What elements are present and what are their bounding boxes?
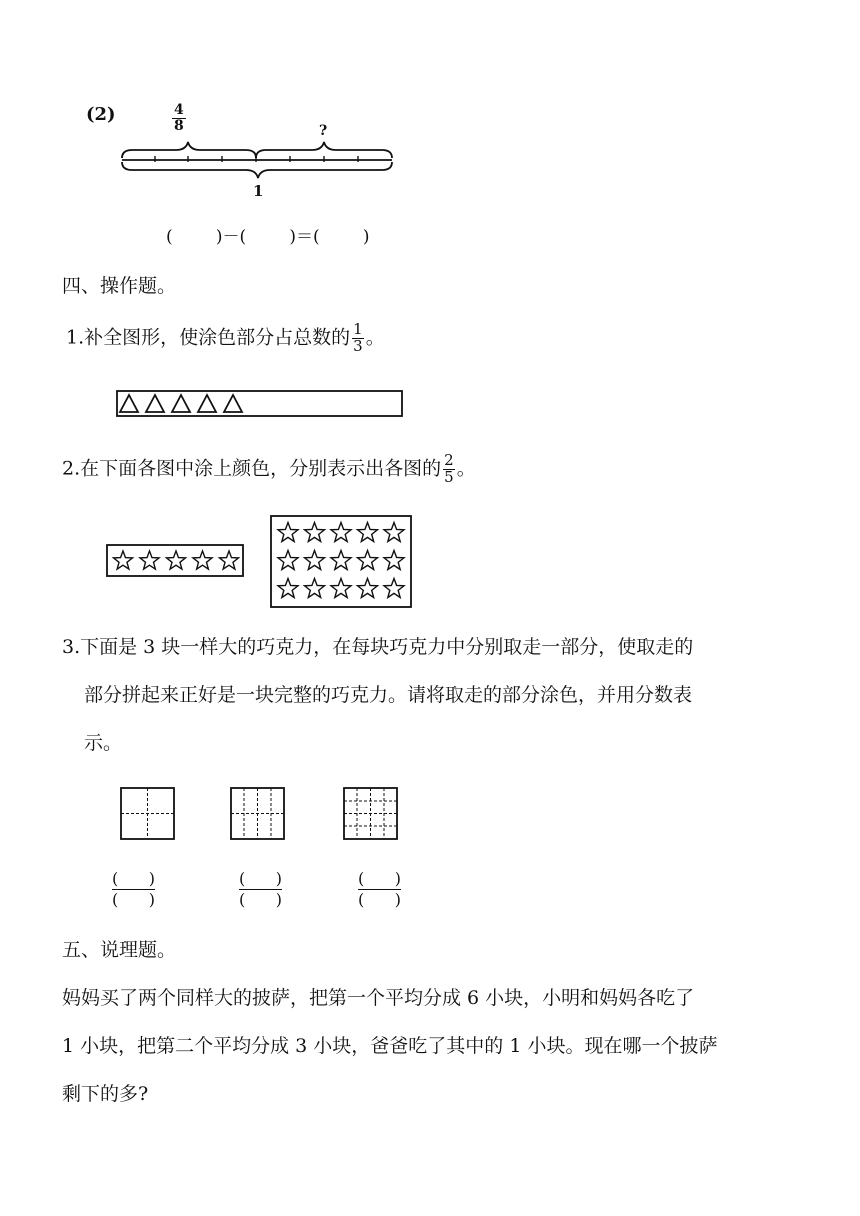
q3-line2: 部分拼起来正好是一块完整的巧克力。请将取走的部分涂色，并用分数表 bbox=[84, 684, 693, 706]
triangle-icon bbox=[146, 395, 164, 412]
fraction-denominator: 8 bbox=[174, 117, 184, 134]
star-icon bbox=[166, 551, 185, 569]
blank-denominator[interactable]: ( ) bbox=[239, 890, 282, 909]
part-label: (2) bbox=[86, 104, 116, 125]
q2-fraction bbox=[443, 453, 455, 486]
triangle-icon bbox=[224, 395, 242, 412]
q1-label: 1.补全图形，使涂色部分占总数的 bbox=[66, 326, 351, 349]
star-icon bbox=[305, 579, 325, 598]
q2-label: 2.在下面各图中涂上颜色，分别表示出各图的 bbox=[62, 457, 442, 480]
star-icon bbox=[305, 551, 325, 570]
triangle-icon bbox=[120, 395, 138, 412]
star-icon bbox=[384, 579, 404, 598]
blank-denominator[interactable]: ( ) bbox=[358, 890, 401, 909]
section5-line1: 妈妈买了两个同样大的披萨，把第一个平均分成 6 小块，小明和妈妈各吃了 bbox=[62, 987, 695, 1009]
q2-text bbox=[62, 453, 476, 486]
star-icon bbox=[219, 551, 238, 569]
chocolate-1[interactable] bbox=[120, 787, 176, 841]
blank-numerator[interactable]: ( ) bbox=[358, 869, 401, 888]
q2-large-star-box[interactable] bbox=[270, 515, 413, 609]
chocolate-1-fraction-blank[interactable] bbox=[112, 869, 155, 910]
star-icon bbox=[305, 523, 325, 542]
brace-bottom-label: 1 bbox=[253, 182, 264, 200]
top-brace-left bbox=[122, 142, 256, 158]
star-icon bbox=[331, 523, 351, 542]
chocolate-2-fraction-blank[interactable] bbox=[239, 869, 282, 910]
q2-tail: 。 bbox=[456, 457, 476, 480]
top-brace-right bbox=[256, 142, 392, 158]
number-line-ticks bbox=[155, 156, 358, 162]
star-icon bbox=[358, 551, 378, 570]
star-icon bbox=[384, 551, 404, 570]
section5-line2: 1 小块，把第二个平均分成 3 小块，爸爸吃了其中的 1 小块。现在哪一个披萨 bbox=[62, 1035, 718, 1057]
star-icon bbox=[384, 523, 404, 542]
star-icon bbox=[278, 523, 298, 542]
chocolate-2[interactable] bbox=[230, 787, 286, 841]
triangle-icon bbox=[172, 395, 190, 412]
number-line-diagram bbox=[0, 0, 860, 220]
chocolate-3-fraction-blank[interactable] bbox=[358, 869, 401, 910]
star-icon bbox=[358, 523, 378, 542]
triangle-icon bbox=[198, 395, 216, 412]
star-icon bbox=[331, 551, 351, 570]
star-icon bbox=[278, 579, 298, 598]
q2-fraction-den: 5 bbox=[444, 467, 454, 486]
blank-numerator[interactable]: ( ) bbox=[239, 869, 282, 888]
star-icon bbox=[140, 551, 159, 569]
q3-line3: 示。 bbox=[84, 732, 123, 754]
section5-heading: 五、说理题。 bbox=[62, 939, 177, 961]
q1-fraction-num: 1 bbox=[353, 320, 363, 338]
q2-fraction-num: 2 bbox=[444, 451, 454, 469]
q1-text bbox=[66, 322, 385, 355]
star-icon bbox=[193, 551, 212, 569]
q1-fraction bbox=[352, 322, 364, 355]
chocolate-3[interactable] bbox=[343, 787, 399, 841]
blank-denominator[interactable]: ( ) bbox=[112, 890, 155, 909]
star-icon bbox=[358, 579, 378, 598]
brace-top-question: ? bbox=[319, 123, 328, 139]
blank-numerator[interactable]: ( ) bbox=[112, 869, 155, 888]
section4-heading: 四、操作题。 bbox=[62, 275, 177, 297]
subtraction-equation[interactable]: ( )－( )＝( ) bbox=[166, 227, 370, 247]
star-icon bbox=[278, 551, 298, 570]
q3-line1: 3.下面是 3 块一样大的巧克力，在每块巧克力中分别取走一部分，使取走的 bbox=[62, 636, 694, 658]
star-icon bbox=[113, 551, 132, 569]
fraction-numerator: 4 bbox=[174, 102, 184, 118]
q2-small-star-box[interactable] bbox=[106, 544, 246, 578]
star-icon bbox=[331, 579, 351, 598]
q1-triangle-bar[interactable] bbox=[116, 390, 404, 418]
section5-line3: 剩下的多? bbox=[62, 1083, 149, 1105]
q1-tail: 。 bbox=[365, 326, 385, 349]
q1-fraction-den: 3 bbox=[353, 336, 363, 355]
bottom-brace bbox=[122, 162, 392, 178]
